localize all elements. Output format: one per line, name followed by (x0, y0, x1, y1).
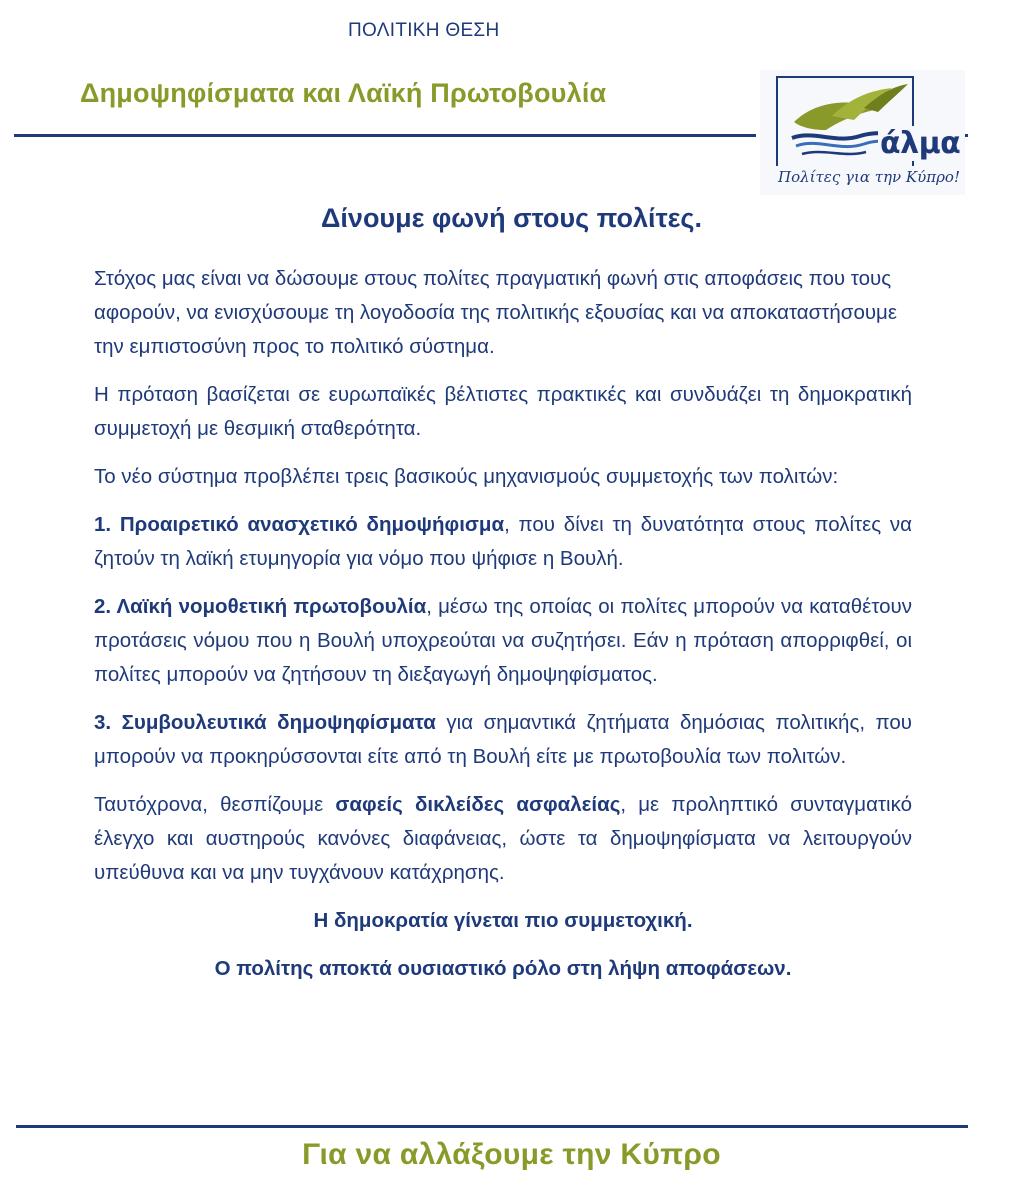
mechanism-text: , μέσω της οποίας οι πολίτες μπορούν να καταθέτουν προτάσεις νόμου που η Βουλή υποχρεούται να συζητήσει. Εάν η πρόταση απορριφθεί, οι πολίτες μπορούν να ζητήσουν τη διεξαγωγή δημοψηφίσματος. (94, 595, 912, 686)
document-body (94, 262, 912, 1000)
logo-brand: άλμα (880, 126, 961, 161)
mechanism-item (94, 590, 912, 692)
section-heading: Δίνουμε φωνή στους πολίτες. (321, 203, 702, 233)
practices-paragraph: Η πρόταση βασίζεται σε ευρωπαϊκές βέλτιστες πρακτικές και συνδυάζει τη δημοκρατική συμμετοχή με θεσμική σταθερότητα. (94, 383, 912, 440)
safeguards-post: , με προληπτικό συνταγματικό έλεγχο και αυστηρούς κανόνες διαφάνειας, ώστε τα δημοψηφίσματα να λειτουργούν υπεύθυνα και να μην τυγχάνουν κατάχρησης. (94, 793, 912, 884)
mechanism-item (94, 706, 912, 774)
safeguards-paragraph (94, 788, 912, 890)
mechanism-item (94, 508, 912, 576)
party-logo (760, 70, 965, 195)
safeguards-pre: Ταυτόχρονα, θεσπίζουμε (94, 793, 336, 816)
footer-divider (16, 1125, 968, 1128)
closing-line-1: Η δημοκρατία γίνεται πιο συμμετοχική. (313, 909, 693, 932)
header-divider (14, 134, 756, 137)
mechanism-text: για σημαντικά ζητήματα δημόσιας πολιτικής, που μπορούν να προκηρύσσονται είτε από τη Βουλή είτε με πρωτοβουλία των πολιτών. (94, 711, 913, 768)
mechanisms-intro: Το νέο σύστημα προβλέπει τρεις βασικούς μηχανισμούς συμμετοχής των πολιτών: (94, 465, 839, 488)
safeguards-bold: σαφείς δικλείδες ασφαλείας (335, 793, 621, 816)
mechanism-title: 1. Προαιρετικό ανασχετικό δημοψήφισμα (94, 513, 505, 536)
mechanism-title: 2. Λαϊκή νομοθετική πρωτοβουλία (94, 595, 427, 618)
mechanism-text: , που δίνει τη δυνατότητα στους πολίτες να ζητούν τη λαϊκή ετυμηγορία για νόμο που ψήφισε η Βουλή. (94, 513, 912, 570)
closing-line-2: Ο πολίτης αποκτά ουσιαστικό ρόλο στη λήψη αποφάσεων. (214, 957, 792, 980)
mechanism-title: 3. Συμβουλευτικά δημοψηφίσματα (94, 711, 436, 734)
logo-slogan: Πολίτες για την Κύπρο! (778, 168, 960, 186)
footer-slogan: Για να αλλάξουμε την Κύπρο (302, 1138, 721, 1171)
document-title: Δημοψηφίσματα και Λαϊκή Πρωτοβουλία (80, 78, 607, 108)
header-kicker: ΠΟΛΙΤΙΚΗ ΘΕΣΗ (348, 20, 500, 41)
intro-paragraph: Στόχος μας είναι να δώσουμε στους πολίτες πραγματική φωνή στις αποφάσεις που τους αφορούν, να ενισχύσουμε τη λογοδοσία της πολιτικής εξουσίας και να αποκαταστήσουμε την εμπιστοσύνη προς το πολιτικό σύστημα. (94, 267, 898, 358)
